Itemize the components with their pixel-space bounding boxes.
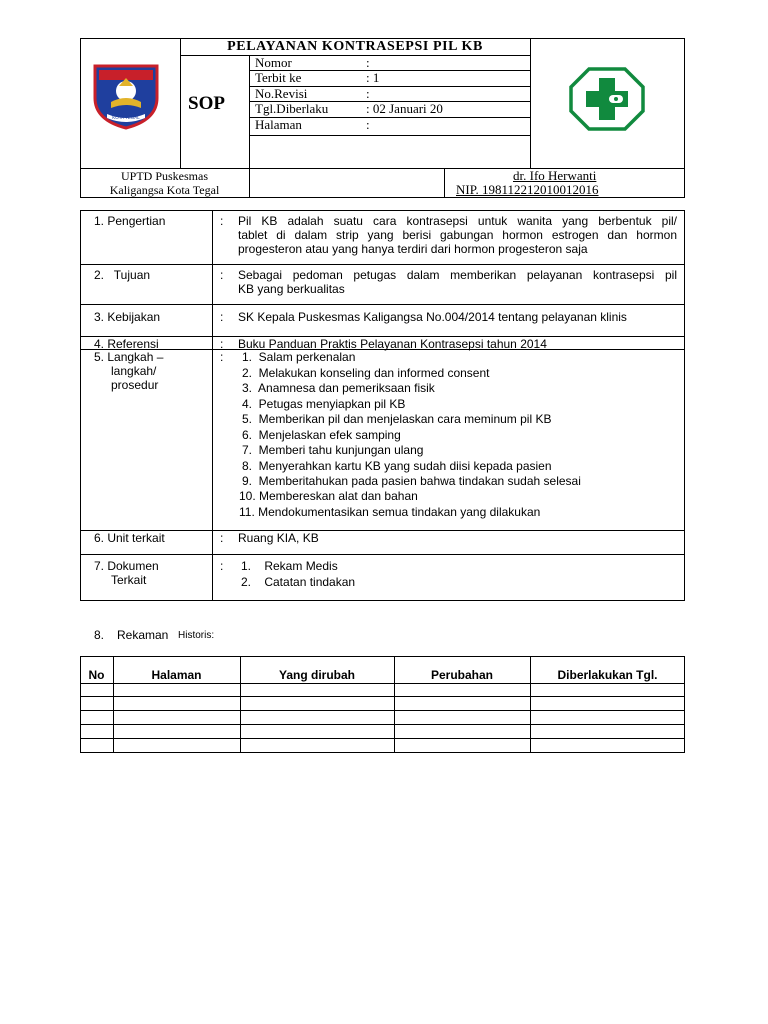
label-langkah: 5. Langkah – — [94, 350, 164, 364]
step-item: 2. Melakukan konseling dan informed consent — [242, 366, 490, 380]
colon: : — [220, 268, 224, 282]
history-row-line — [80, 738, 685, 739]
signer-name: dr. Ifo Herwanti — [513, 168, 597, 183]
meta-label-tgl: Tgl.Diberlaku — [255, 101, 329, 116]
dokumen-item: 2. Catatan tindakan — [241, 575, 356, 589]
meta-value-halaman: : — [366, 117, 370, 132]
history-header-perubahan: Perubahan — [430, 668, 493, 682]
header-divider — [530, 38, 531, 168]
step-item: 10. Membereskan alat dan bahan — [239, 489, 418, 503]
step-item: 11. Mendokumentasikan semua tindakan yang dilakukan — [239, 505, 541, 519]
label-dokumen-terkait: Terkait — [111, 573, 147, 587]
label-dokumen-terkait: 7. Dokumen — [94, 559, 159, 573]
content-table-divider — [212, 210, 213, 601]
history-header-diberlakukan: Diberlakukan Tgl. — [557, 668, 658, 682]
header-divider — [249, 55, 250, 198]
header-divider — [444, 168, 445, 198]
colon: : — [220, 214, 224, 228]
label-unit-terkait: 6. Unit terkait — [94, 531, 165, 545]
kota-tegal-logo — [89, 58, 163, 130]
pengertian-line: progesteron atau yang hanya terdiri dari hormon progesteron saja — [238, 242, 588, 256]
org-name-line1: UPTD Puskesmas — [120, 169, 208, 183]
meta-value-terbit: : 1 — [366, 70, 380, 85]
org-name-line2: Kaligangsa Kota Tegal — [109, 183, 220, 197]
unit-terkait-text: Ruang KIA, KB — [238, 531, 319, 545]
step-item: 5. Memberikan pil dan menjelaskan cara meminum pil KB — [242, 412, 552, 426]
logo-caption: KOTA TEGAL — [112, 115, 140, 120]
label-pengertian: 1. Pengertian — [94, 214, 166, 228]
meta-value-revisi: : — [366, 86, 370, 101]
meta-value-tgl: : 02 Januari 20 — [366, 101, 443, 116]
step-item: 4. Petugas menyiapkan pil KB — [242, 397, 406, 411]
header-divider — [180, 55, 530, 56]
label-kebijakan: 3. Kebijakan — [94, 310, 161, 324]
step-item: 9. Memberitahukan pada pasien bahwa tindakan sudah selesai — [242, 474, 581, 488]
history-header-no: No — [88, 668, 105, 682]
sop-label: SOP — [188, 93, 225, 114]
history-row-line — [80, 710, 685, 711]
label-tujuan: 2. Tujuan — [94, 268, 151, 282]
history-row-line — [80, 724, 685, 725]
content-row-line — [80, 554, 685, 555]
step-item: 7. Memberi tahu kunjungan ulang — [242, 443, 424, 457]
label-langkah: prosedur — [111, 378, 159, 392]
tujuan-line: Sebagai pedoman petugas dalam memberikan pelayanan kontrasepsi pil — [238, 268, 677, 282]
rekaman-number: 8. — [94, 628, 105, 642]
step-item: 8. Menyerahkan kartu KB yang sudah diisi kepada pasien — [242, 459, 552, 473]
meta-label-revisi: No.Revisi — [255, 86, 308, 101]
meta-label-nomor: Nomor — [255, 55, 292, 70]
history-row-line — [80, 696, 685, 697]
step-item: 3. Anamnesa dan pemeriksaan fisik — [242, 381, 435, 395]
content-row-line — [80, 264, 685, 265]
meta-row-line — [249, 135, 530, 136]
tujuan-line: KB yang berkualitas — [238, 282, 345, 296]
puskesmas-logo — [569, 67, 645, 131]
history-header-yang-dirubah: Yang dirubah — [278, 668, 355, 682]
rekaman-label: Rekaman — [117, 628, 169, 642]
history-header-halaman: Halaman — [151, 668, 202, 682]
colon: : — [220, 337, 224, 351]
signer-nip: NIP. 198112212010012016 — [456, 182, 599, 197]
kebijakan-text: SK Kepala Puskesmas Kaligangsa No.004/2014 tentang pelayanan klinis — [238, 310, 627, 324]
colon: : — [220, 559, 224, 573]
label-referensi: 4. Referensi — [94, 337, 159, 351]
referensi-text: Buku Panduan Praktis Pelayanan Kontrasepsi tahun 2014 — [238, 337, 547, 351]
colon: : — [220, 310, 224, 324]
document-title: PELAYANAN KONTRASEPSI PIL KB — [227, 39, 483, 54]
meta-label-terbit: Terbit ke — [255, 70, 302, 85]
meta-label-halaman: Halaman — [255, 117, 302, 132]
colon: : — [220, 531, 224, 545]
rekaman-label-small: Historis: — [178, 630, 215, 641]
header-divider — [180, 38, 181, 168]
pengertian-line: tablet di dalam strip yang berisi gabungan hormon estrogen dan hormon — [238, 228, 677, 242]
content-row-line — [80, 530, 685, 531]
dokumen-item: 1. Rekam Medis — [241, 559, 338, 573]
step-item: 1. Salam perkenalan — [242, 350, 356, 364]
history-row-line — [80, 683, 685, 684]
content-row-line — [80, 304, 685, 305]
pengertian-line: Pil KB adalah suatu cara kontrasepsi untuk wanita yang berbentuk pil/ — [238, 214, 677, 228]
colon: : — [220, 350, 224, 364]
meta-value-nomor: : — [366, 55, 370, 70]
label-langkah: langkah/ — [111, 364, 157, 378]
step-item: 6. Menjelaskan efek samping — [242, 428, 401, 442]
